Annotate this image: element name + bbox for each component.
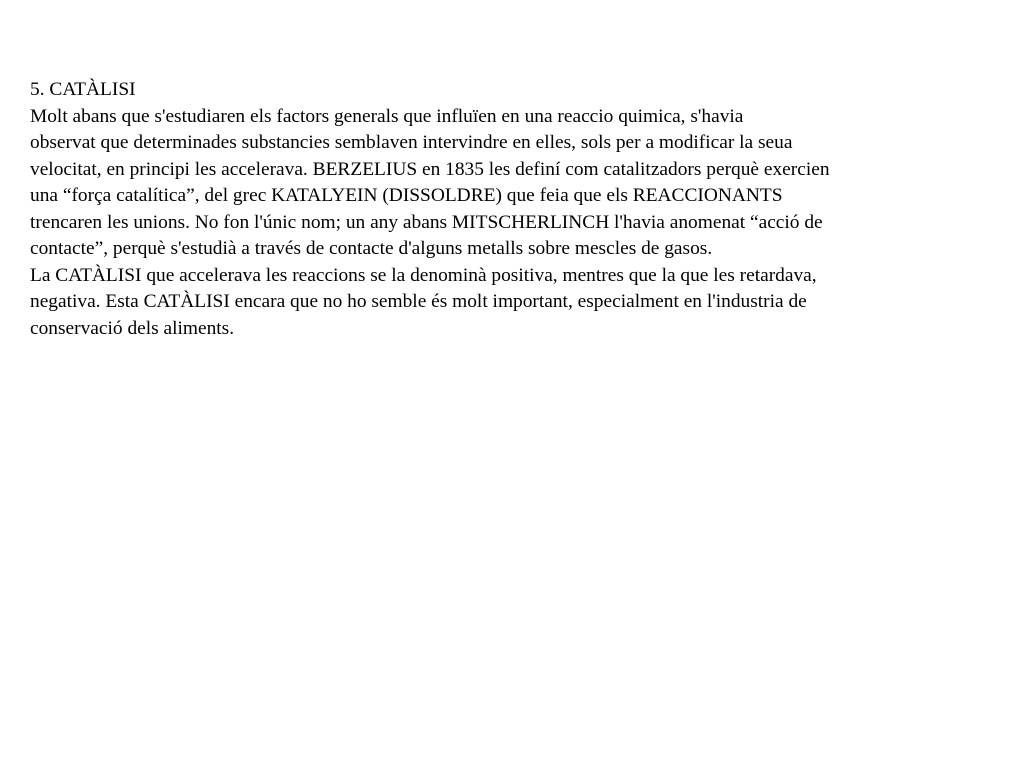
text-line: negativa. Esta CATÀLISI encara que no ho semble és molt important, especialment en l'industria de (30, 291, 807, 312)
text-line: conservació dels aliments. (30, 317, 235, 339)
text-line: una “força catalítica”, del grec KATALYEIN (DISSOLDRE) que feia que els REACCIONANTS (30, 185, 783, 206)
text-line: velocitat, en principi les accelerava. BERZELIUS en 1835 les definí com catalitzadors perquè exercien (30, 158, 830, 180)
body-text (30, 77, 1005, 342)
text-line: observat que determinades substancies semblaven intervindre en elles, sols per a modificar la seua (30, 132, 793, 153)
text-line: contacte”, perquè s'estudià a través de contacte d'alguns metalls sobre mescles de gasos. (30, 238, 713, 259)
text-line: La CATÀLISI que accelerava les reaccions se la denominà positiva, mentres que la que les retardava, (30, 264, 817, 286)
text-line: Molt abans que s'estudiaren els factors generals que influïen en una reaccio quimica, s'havia (30, 105, 744, 127)
text-line: trencaren les unions. No fon l'únic nom; un any abans MITSCHERLINCH l'havia anomenat “acció de (30, 211, 823, 233)
section-heading: 5. CATÀLISI (30, 79, 136, 100)
